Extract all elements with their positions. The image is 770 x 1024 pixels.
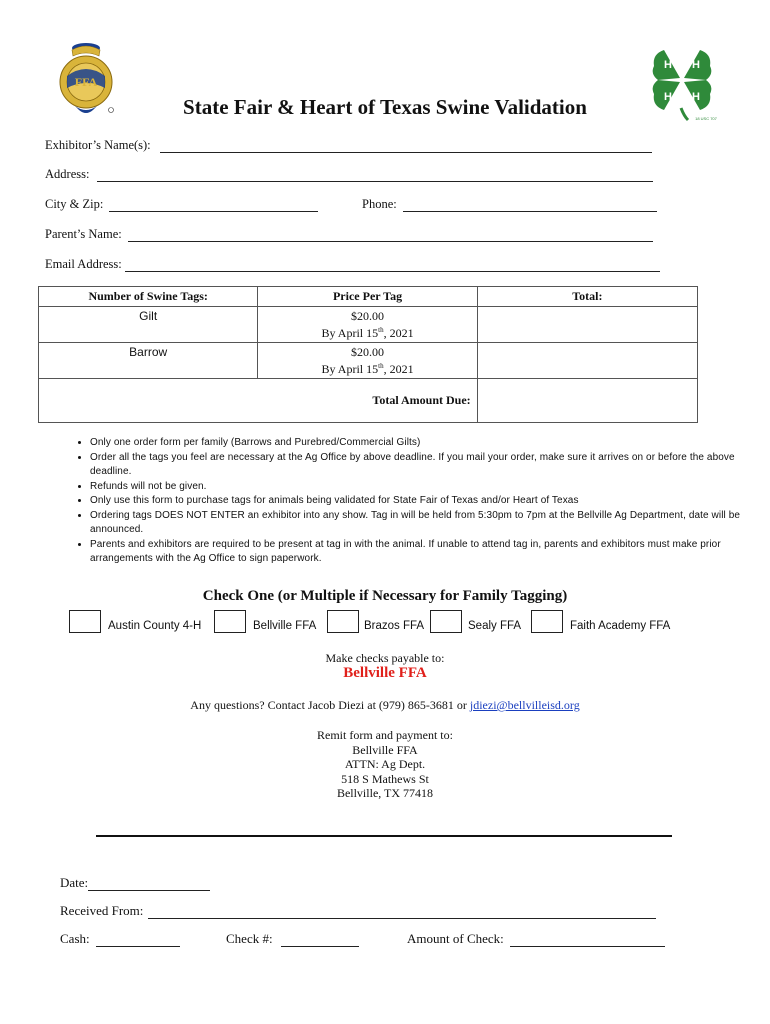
email-label: Email Address: [45,257,122,271]
list-item: • Only one order form per family (Barrows and Purebred/Commercial Gilts) [90,436,745,451]
payee-name: Bellville FFA [343,665,427,681]
received-from-field[interactable] [60,903,656,919]
amount-of-check-label: Amount of Check: [407,931,504,946]
deadline-text: By April 15th, 2021 [321,362,414,376]
parent-name-label: Parent’s Name: [45,227,122,241]
remit-line: Remit form and payment to: [317,728,453,742]
price-value: $20.00 [351,309,385,323]
gilt-total-cell[interactable] [477,307,697,343]
payable-label: Make checks payable to: [325,651,445,665]
exhibitor-name-label: Exhibitor’s Name(s): [45,138,151,152]
cash-field[interactable] [60,931,180,947]
notes-list [60,436,745,567]
phone-field[interactable] [362,197,657,212]
remit-address [0,728,770,801]
amount-of-check-line[interactable] [510,933,665,947]
address-line[interactable] [97,168,653,182]
check-section-title: Check One (or Multiple if Necessary for Family Tagging) [202,588,568,604]
barrow-quantity-cell[interactable] [39,343,258,379]
email-line[interactable] [125,258,660,272]
gilt-quantity-cell[interactable] [39,307,258,343]
remit-line: Bellville, TX 77418 [336,786,434,800]
table-total-row [39,379,698,423]
list-item: • Parents and exhibitors are required to be present at tag in with the animal. If unable to attend tag in, parents and exhibitors must make prior arrangements with the Ag Office to sign paperwork. [90,538,745,567]
table-row [39,307,698,343]
ffa-logo-text: FFA [74,75,98,89]
checkbox-label: Sealy FFA [468,620,522,632]
barrow-total-cell[interactable] [477,343,697,379]
date-label: Date: [60,875,89,890]
phone-label: Phone: [362,197,397,211]
table-row [39,343,698,379]
column-header: Total: [477,287,697,307]
four-h-caption: 18 USC 707 [695,116,717,121]
questions-text: Any questions? Contact Jacob Diezi at (979) 865-3681 or [190,698,470,712]
four-h-letter: H [664,91,672,103]
total-amount-cell[interactable] [477,379,697,423]
exhibitor-name-line[interactable] [160,139,652,153]
column-header: Price Per Tag [258,287,477,307]
list-item: • Ordering tags DOES NOT ENTER an exhibitor into any show. Tag in will be held from 5:30pm to 7pm at the Bellville Ag Department, date will be announced. [90,509,745,538]
checkbox-bellville-ffa[interactable] [214,610,246,633]
check-number-field[interactable] [226,931,359,947]
received-from-label: Received From: [60,903,144,918]
price-cell [258,307,477,343]
column-header: Number of Swine Tags: [39,287,258,307]
address-label: Address: [45,167,90,181]
row-label: Barrow [129,345,168,359]
check-number-label: Check #: [226,931,273,946]
cash-label: Cash: [60,931,90,946]
checkbox-faith-academy-ffa[interactable] [531,610,563,633]
cash-line[interactable] [96,933,180,947]
page-title: State Fair & Heart of Texas Swine Validation [183,95,587,119]
remit-line: Bellville FFA [352,742,418,757]
total-amount-label: Total Amount Due: [39,379,478,423]
amount-of-check-field[interactable] [407,931,665,947]
list-item: • Refunds will not be given. [90,480,745,495]
checkbox-sealy-ffa[interactable] [430,610,462,633]
city-zip-field[interactable] [45,197,318,212]
remit-line: 518 S Mathews St [341,771,429,786]
four-h-letter: H [692,59,700,71]
phone-line[interactable] [403,198,657,212]
questions-line [0,698,770,713]
swine-tags-table [38,286,698,423]
date-field[interactable] [60,875,210,891]
email-field[interactable] [45,257,660,272]
checkbox-label: Faith Academy FFA [570,620,671,632]
table-header-row [39,287,698,307]
checkbox-austin-county-4h[interactable] [69,610,101,633]
price-value: $20.00 [351,345,385,359]
checkbox-label: Bellville FFA [253,620,317,632]
contact-email-link[interactable]: jdiezi@bellvilleisd.org [469,698,580,712]
divider [96,835,672,837]
city-zip-line[interactable] [109,198,318,212]
city-zip-label: City & Zip: [45,197,104,211]
deadline-text: By April 15th, 2021 [321,326,414,340]
address-field[interactable] [45,167,653,182]
checkbox-label: Austin County 4-H [108,620,202,632]
four-h-letter: H [664,59,672,71]
four-h-letter: H [692,91,700,103]
parent-name-field[interactable] [45,227,653,242]
checkbox-brazos-ffa[interactable] [327,610,359,633]
exhibitor-name-field[interactable] [45,138,652,153]
row-label: Gilt [139,309,158,323]
remit-line: ATTN: Ag Dept. [344,757,426,771]
list-item: • Only use this form to purchase tags for animals being validated for State Fair of Texas and/or Heart of Texas [90,494,745,509]
check-number-line[interactable] [281,933,359,947]
received-from-line[interactable] [148,905,656,919]
parent-name-line[interactable] [128,228,653,242]
list-item: • Order all the tags you feel are necessary at the Ag Office by above deadline. If you mail your order, make sure it arrives on or before the above deadline. [90,451,745,480]
checkbox-label: Brazos FFA [364,620,425,632]
date-line[interactable] [88,877,210,891]
price-cell [258,343,477,379]
